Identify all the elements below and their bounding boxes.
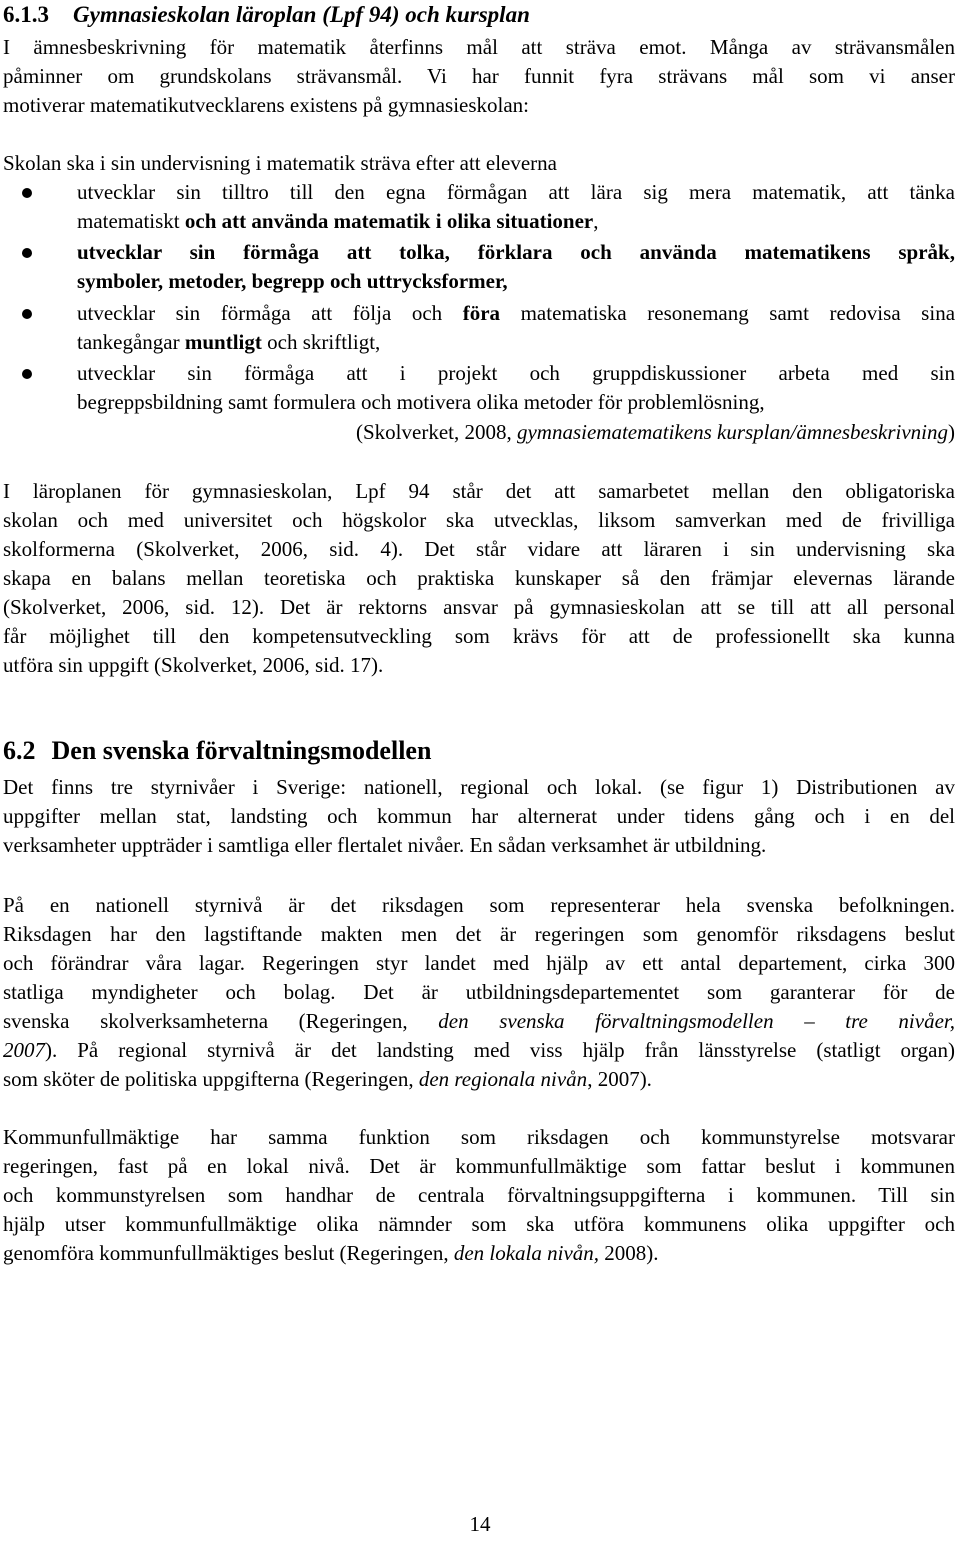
section-heading-6-1-3 [3,0,530,30]
citation-suffix: ) [948,420,955,444]
bullet-3-line-1 [77,299,955,328]
bullet-dot [22,248,32,258]
paragraph-lpf-line-5: (Skolverket, 2006, sid. 12). Det är rektorns ansvar på gymnasieskolan att se till att all personal [3,595,955,619]
local-line-5 [3,1239,955,1268]
bullet-3-a: utvecklar sin förmåga att följa och [77,301,443,325]
bullet-3-bold: föra [462,301,501,325]
paragraph-lpf-line-7: utföra sin uppgift (Skolverket, 2006, sid. 17). [3,653,384,677]
national-line-6 [3,1036,955,1065]
levels-line-2: uppgifter mellan stat, landsting och kommun har alternerat under tidens gång och i en del [3,804,955,828]
bullet-dot [22,369,32,379]
local-line-5-normal: genomföra kommunfullmäktiges beslut (Regeringen, [3,1241,449,1265]
national-line-7 [3,1065,955,1094]
lead-in-line: Skolan ska i sin undervisning i matematik sträva efter att eleverna [3,151,557,175]
national-line-2: Riksdagen har den lagstiftande makten men det är regeringen som genomför riksdagens beslut [3,922,955,946]
paragraph-lpf-line-3: skolformerna (Skolverket, 2006, sid. 4). Det står vidare att läraren i sin undervisning ska [3,537,955,561]
bullet-3-d: och skriftligt, [267,330,381,354]
national-line-4: statliga myndigheter och bolag. Det är utbildningsdepartementet som garanterar för de [3,980,955,1004]
section-title: Den svenska förvaltningsmodellen [51,736,432,765]
local-line-5-italic: den lokala nivån, [453,1241,600,1265]
national-line-7-end: , 2007). [587,1067,652,1091]
bullet-3-bold-2: muntligt [184,330,262,354]
intro-line-3: motiverar matematikutvecklarens existens på gymnasieskolan: [3,93,530,117]
citation-italic: gymnasiematematikens kursplan/ämnesbeskrivning [516,420,948,444]
bullet-dot [22,188,32,198]
page-number: 14 [469,1512,491,1536]
intro-line-2: påminner om grundskolans strävansmål. Vi har funnit fyra strävans mål som vi anser [3,64,955,88]
paragraph-lpf-line-2: skolan och med universitet och högskolor ska utvecklas, liksom samverkan med de frivilliga [3,508,955,532]
bullet-1-end: , [593,209,599,233]
national-line-5-normal: svenska skolverksamheterna (Regeringen, [3,1009,408,1033]
national-line-5-italic: den svenska förvaltningsmodellen – tre nivåer, [438,1009,956,1033]
section-number: 6.2 [3,736,36,765]
bullet-2-line-2: symboler, metoder, begrepp och uttrycksformer, [77,269,508,293]
bullet-3-c: tankegångar [77,330,180,354]
bullet-4-line-2: begreppsbildning samt formulera och motivera olika metoder för problemlösning, [77,390,765,414]
paragraph-lpf-line-1: I läroplanen för gymnasieskolan, Lpf 94 står det att samarbetet mellan den obligatoriska [3,479,955,503]
national-line-3: och förändrar våra lagar. Regeringen styr landet med hjälp av ett antal departement, cirka 300 [3,951,955,975]
local-line-3: och kommunstyrelsen som handhar de centrala förvaltningsuppgifterna i kommunen. Till sin [3,1183,955,1207]
national-line-1: På en nationell styrnivå är det riksdagen som representerar hela svenska befolkningen. [3,893,955,917]
national-line-7-normal: som sköter de politiska uppgifterna (Regeringen, [3,1067,414,1091]
bullet-1-normal: matematiskt [77,209,180,233]
local-line-4: hjälp utser kommunfullmäktige olika nämnder som ska utföra kommunens olika uppgifter och [3,1212,955,1236]
section-title: Gymnasieskolan läroplan (Lpf 94) och kursplan [73,2,530,27]
national-line-6-normal: ). På regional styrnivå är det landsting med viss hjälp från länsstyrelse (statligt organ) [45,1038,955,1062]
local-line-5-end: 2008). [604,1241,659,1265]
bullet-2-line-1: utvecklar sin förmåga att tolka, förklara och använda matematikens språk, [77,240,955,264]
bullet-1-line-1: utvecklar sin tilltro till den egna förmågan att lära sig mera matematik, att tänka [77,180,955,204]
paragraph-lpf-line-6: får möjlighet till den kompetensutveckling som krävs för att de professionellt ska kunna [3,624,955,648]
national-line-5 [3,1007,955,1036]
bullet-3-line-2 [77,328,955,357]
levels-line-3: verksamheter uppträder i samtliga eller flertalet nivåer. En sådan verksamhet är utbildning. [3,833,767,857]
local-line-1: Kommunfullmäktige har samma funktion som riksdagen och kommunstyrelse motsvarar [3,1125,955,1149]
section-number: 6.1.3 [3,2,49,27]
bullet-1-bold: och att använda matematik i olika situationer [184,209,594,233]
citation [356,418,955,447]
intro-line-1: I ämnesbeskrivning för matematik återfinns mål att sträva emot. Många av strävansmålen [3,35,955,59]
paragraph-lpf-line-4: skapa en balans mellan teoretiska och praktiska kunskaper så den främjar elevernas lärande [3,566,955,590]
bullet-3-b: matematiska resonemang samt redovisa sina [520,301,956,325]
national-line-6-italic: 2007 [3,1038,45,1062]
bullet-1-line-2 [77,207,955,236]
section-heading-6-2 [3,735,431,767]
national-line-7-italic: den regionala nivån [418,1067,588,1091]
citation-prefix: (Skolverket, 2008, [356,420,512,444]
levels-line-1: Det finns tre styrnivåer i Sverige: nationell, regional och lokal. (se figur 1) Distributionen av [3,775,955,799]
bullet-dot [22,309,32,319]
local-line-2: regeringen, fast på en lokal nivå. Det är kommunfullmäktige som fattar beslut i kommunen [3,1154,955,1178]
bullet-4-line-1: utvecklar sin förmåga att i projekt och gruppdiskussioner arbeta med sin [77,361,955,385]
